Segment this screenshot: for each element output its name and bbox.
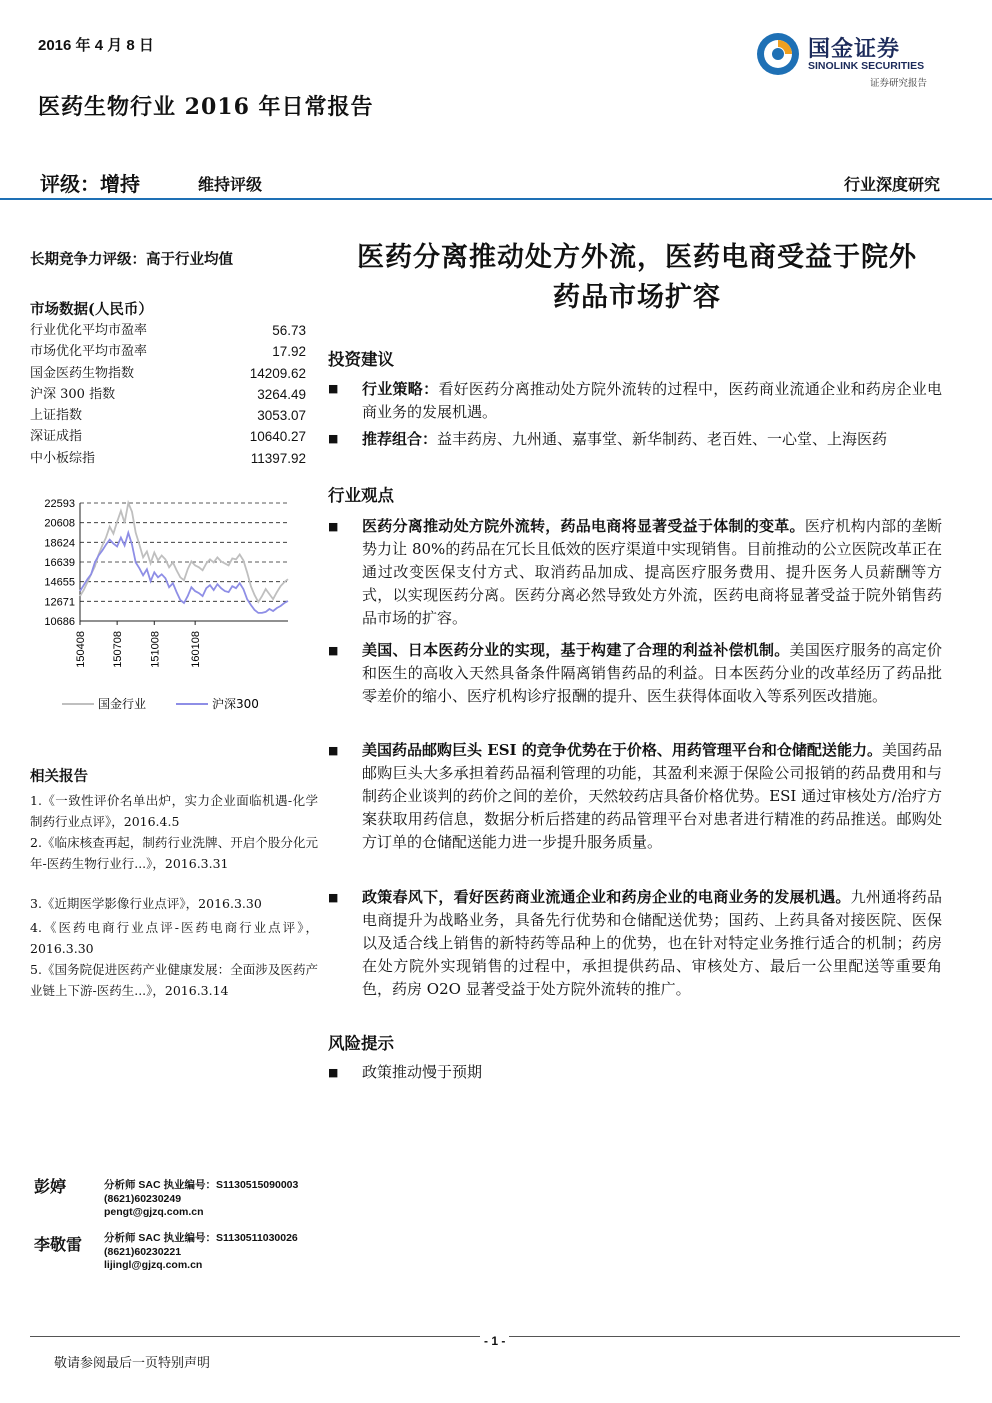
related-report-item[interactable]: 1.《一致性评价名单出炉，实力企业面临机遇-化学制药行业点评》，2016.4.5	[30, 793, 318, 829]
chart-xtick-label: 150708	[112, 631, 125, 668]
para-body: 益丰药房、九州通、嘉事堂、新华制药、老百姓、一心堂、上海医药	[437, 430, 888, 448]
market-label: 市场优化平均市盈率	[30, 344, 148, 360]
market-value: 10640.27	[249, 429, 306, 445]
market-row	[30, 341, 306, 362]
para-body: 九州通将药品电商提升为战略业务，具备先行优势和仓储配送优势；国药、上药具备对接医院、医保以及适合线上销售的新特药等品种上的优势，也在针对特定业务推行适合的机制；药房在处方院外实现销售的过程中，承担提供药品、审核处方、最后一公里配送等重要角色，药房 O2O 显著受益于处方院外流转的推广。	[362, 888, 942, 998]
para-body: 美国医疗服务的高定价和医生的高收入天然具备条件隔离销售药品的利益。日本医药分业的改革经历了药品批零差价的缩小、医疗机构诊疗报酬的提升、医生获得体面收入等系列医改措施。	[362, 641, 942, 705]
bullet-icon: ■	[328, 644, 339, 657]
risk-item: 政策推动慢于预期	[362, 1063, 483, 1081]
footer-disclaimer-note: 敬请参阅最后一页特别声明	[54, 1356, 211, 1371]
view-para-2	[362, 639, 942, 708]
market-label: 中小板综指	[30, 450, 96, 466]
market-value: 3053.07	[257, 408, 306, 424]
market-row	[30, 363, 306, 384]
view-para-3	[362, 739, 942, 854]
header-divider	[0, 198, 992, 200]
logo-en-text: SINOLINK SECURITIES	[808, 60, 925, 72]
market-value: 56.73	[272, 323, 306, 338]
chart-xtick-label: 160108	[190, 631, 203, 668]
main-title-line1: 医药分离推动处方外流，医药电商受益于院外	[357, 242, 917, 273]
market-value: 11397.92	[250, 450, 306, 466]
invest-strategy-para	[362, 378, 942, 424]
market-value: 17.92	[272, 344, 306, 360]
report-header-title: 医药生物行业 2016 年日常报告	[38, 94, 374, 120]
market-row	[30, 426, 306, 447]
market-label: 深证成指	[30, 429, 83, 445]
report-date: 2016 年 4 月 8 日	[38, 37, 154, 54]
market-row	[30, 405, 306, 426]
bullet-icon: ■	[328, 382, 339, 395]
para-lead: 美国、日本医药分业的实现，基于构建了合理的利益补偿机制。	[362, 641, 790, 659]
logo-cn-text: 国金证券	[808, 37, 901, 62]
market-label: 行业优化平均市盈率	[30, 323, 148, 338]
logo-subtitle: 证券研究报告	[870, 78, 928, 89]
market-label: 国金医药生物指数	[30, 365, 135, 381]
para-body: 看好医药分离推动处方院外流转的过程中，医药商业流通企业和药房企业电商业务的发展机遇。	[362, 380, 942, 421]
invest-portfolio-para	[362, 428, 942, 451]
bullet-icon: ■	[328, 891, 339, 904]
para-lead: 政策春风下，看好医药商业流通企业和药房企业的电商业务的发展机遇。	[362, 888, 851, 906]
related-report-item[interactable]: 2.《临床核查再起，制药行业洗牌、开启个股分化元年-医药生物行业行...》，2016.3.31	[30, 835, 318, 871]
related-report-item[interactable]: 5.《国务院促进医药产业健康发展：全面涉及医药产业链上下游-医药生...》，2016.3.14	[30, 962, 318, 998]
chart-ytick-label: 14655	[44, 576, 75, 589]
market-value: 3264.49	[257, 386, 306, 402]
analyst-name: 彭婷	[34, 1177, 67, 1196]
chart-xtick-label: 151008	[149, 631, 162, 668]
section-view: 行业观点	[328, 486, 394, 505]
chart-legend-label: 国金行业	[98, 697, 147, 711]
para-body: 医疗机构内部的垄断势力让 80%的药品在冗长且低效的医疗渠道中实现销售。目前推动的公立医院改革正在通过改变医保支付方式、取消药品加成、提高医疗服务费用、提升医务人员薪酬等方式，以实现医药分离。医药分离必然导致处方外流，医药电商将显著受益于院外销售药品市场的扩容。	[362, 517, 942, 627]
para-body: 美国药品邮购巨头大多承担着药品福利管理的功能，其盈利来源于保险公司报销的药品费用和与制药企业谈判的药价之间的差价，天然较药店具备价格优势。ESI 通过审核处方/治疗方案获取用药信息，数据分析后搭建的药品管理平台对患者进行精准的药品推送。邮购处方订单的仓储配送能力进一步提升服务质量。	[362, 741, 942, 851]
analyst-phone: (8621)60230221	[104, 1245, 182, 1258]
company-logo	[754, 30, 949, 90]
main-title	[330, 238, 944, 318]
chart-series-line	[80, 503, 288, 602]
chart-ytick-label: 12671	[44, 596, 75, 609]
rating-label: 评级：增持	[40, 172, 140, 196]
market-row	[30, 320, 306, 341]
rating-sub: 维持评级	[198, 175, 263, 194]
long-term-rating: 长期竞争力评级：高于行业均值	[30, 251, 233, 268]
analyst-info	[104, 1179, 298, 1220]
chart-ytick-label: 20608	[44, 517, 75, 530]
bullet-icon: ■	[328, 744, 339, 757]
report-type: 行业深度研究	[843, 175, 940, 194]
market-row	[30, 448, 306, 469]
bullet-icon: ■	[328, 432, 339, 445]
page-number: - 1 -	[480, 1334, 509, 1348]
market-data-table	[30, 320, 306, 469]
chart-ytick-label: 18624	[44, 537, 75, 550]
analyst-phone: (8621)60230249	[104, 1192, 182, 1205]
analyst-info	[104, 1232, 298, 1273]
view-para-4	[362, 886, 942, 1001]
chart-xtick-label: 150408	[75, 631, 87, 668]
related-reports-title: 相关报告	[30, 768, 88, 785]
market-value: 14209.62	[249, 365, 306, 381]
para-lead: 行业策略：	[362, 380, 439, 398]
related-report-item[interactable]: 3.《近期医学影像行业点评》，2016.3.30	[30, 896, 262, 911]
logo-mark-icon	[756, 32, 800, 76]
analyst-license: 分析师 SAC 执业编号：S1130511030026	[104, 1232, 298, 1244]
section-invest: 投资建议	[328, 350, 394, 369]
para-lead: 美国药品邮购巨头 ESI 的竞争优势在于价格、用药管理平台和仓储配送能力。	[362, 741, 882, 759]
bullet-icon: ■	[328, 1066, 339, 1079]
main-title-line2: 药品市场扩容	[553, 282, 721, 313]
analyst-name: 李敬雷	[34, 1235, 83, 1254]
chart-ytick-label: 16639	[44, 557, 75, 569]
analyst-email[interactable]: pengt@gjzq.com.cn	[104, 1206, 204, 1218]
para-lead: 医药分离推动处方院外流转，药品电商将显著受益于体制的变革。	[362, 517, 805, 535]
market-row	[30, 384, 306, 405]
chart-ytick-label: 10686	[44, 616, 75, 628]
chart-legend-label: 沪深300	[212, 697, 259, 711]
chart-ytick-label: 22593	[44, 498, 75, 510]
bullet-icon: ■	[328, 520, 339, 533]
market-label: 上证指数	[30, 408, 83, 424]
analyst-email[interactable]: lijingl@gjzq.com.cn	[104, 1259, 203, 1271]
related-report-item[interactable]: 4.《医药电商行业点评-医药电商行业点评》，2016.3.30	[30, 920, 318, 956]
view-para-1	[362, 515, 942, 630]
market-label: 沪深 300 指数	[30, 386, 116, 402]
analyst-license: 分析师 SAC 执业编号：S1130515090003	[104, 1179, 299, 1191]
index-line-chart	[26, 490, 296, 720]
section-risk: 风险提示	[328, 1034, 394, 1053]
para-lead: 推荐组合：	[362, 430, 438, 448]
market-data-title: 市场数据(人民币）	[30, 301, 153, 318]
